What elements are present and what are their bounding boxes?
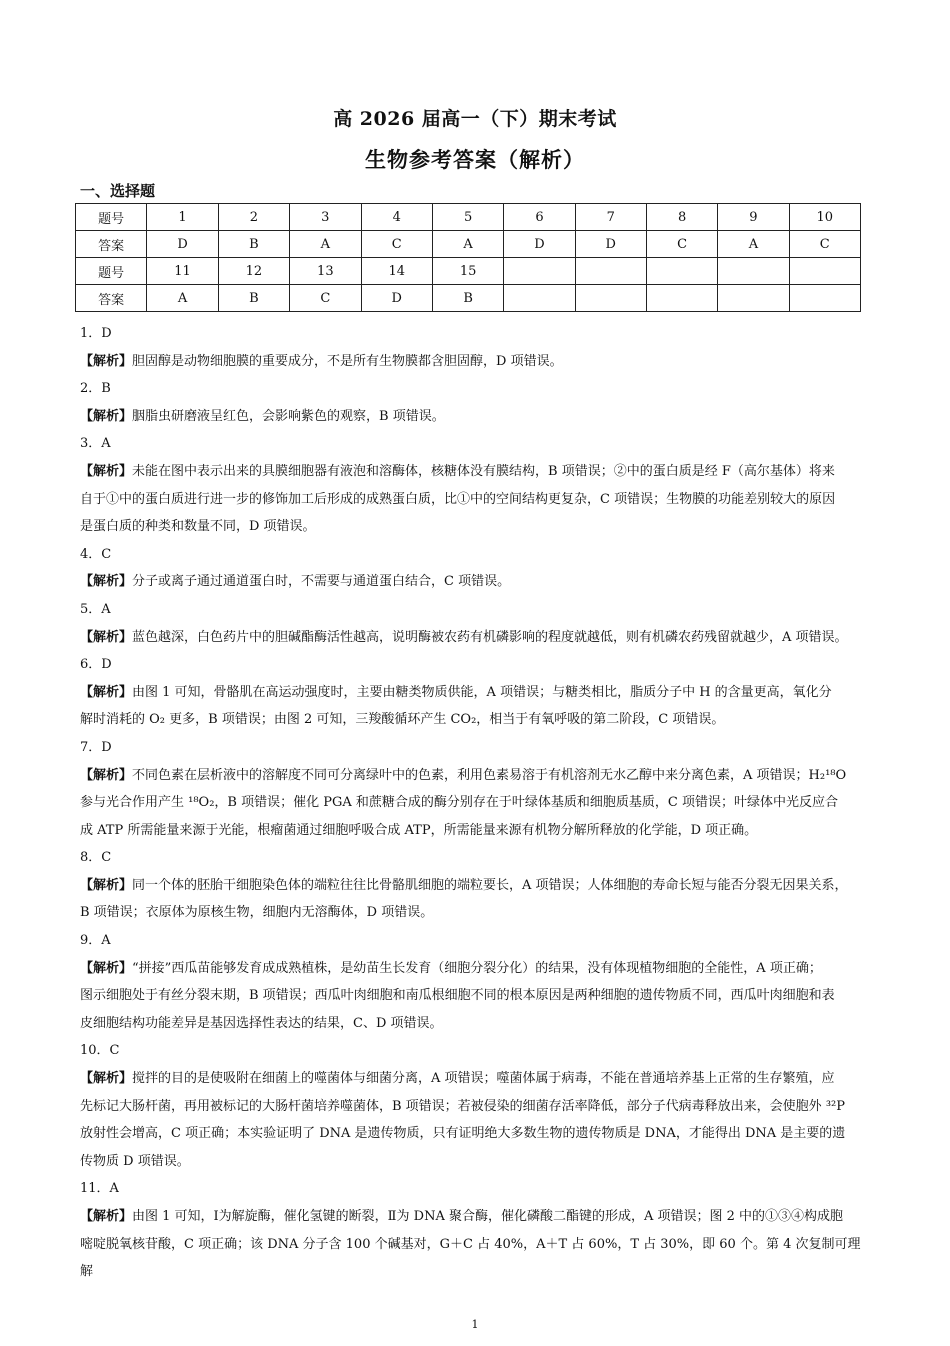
explanation-tag: 【解析】 (80, 767, 133, 783)
section-heading: 一、选择题 (80, 182, 156, 200)
answer-heading: 9．A (80, 933, 111, 949)
answer-heading: 10．C (80, 1043, 120, 1059)
explanation-line (80, 817, 870, 845)
table-cell: 2 (218, 204, 289, 231)
table-cell: C (646, 231, 717, 258)
table-cell: 10 (789, 204, 860, 231)
table-cell: 题号 (76, 204, 147, 231)
explanation-line (80, 872, 870, 900)
table-cell: C (290, 285, 361, 312)
explanation-line (80, 789, 870, 817)
explanation-line (80, 403, 870, 431)
answer-heading: 4．C (80, 546, 112, 562)
table-cell: 13 (290, 258, 361, 285)
explanation-line (80, 513, 870, 541)
explanation-text: 自于①中的蛋白质进行进一步的修饰加工后形成的成熟蛋白质，比①中的空间结构更复杂，C 项错误；生物膜的功能差别较大的原因 (80, 491, 836, 507)
explanation-line (80, 458, 870, 486)
answer-row-2 (76, 285, 861, 312)
table-cell: 14 (361, 258, 432, 285)
explanation-text: 放射性会增高，C 项正确；本实验证明了 DNA 是遗传物质，只有证明绝大多数生物的遗传物质是 DNA，才能得出 DNA 是主要的遗 (80, 1126, 846, 1142)
explanation-line (80, 568, 870, 596)
explanation-line (80, 624, 870, 652)
explanation-line (80, 348, 870, 376)
table-cell: 3 (290, 204, 361, 231)
table-cell (504, 285, 575, 312)
table-cell: 15 (432, 258, 503, 285)
table-cell: D (147, 231, 218, 258)
answer-heading: 2．B (80, 381, 111, 397)
explanation-line (80, 1065, 870, 1093)
table-cell: 1 (147, 204, 218, 231)
explanation-text: 蓝色越深，白色药片中的胆碱酯酶活性越高，说明酶被农药有机磷影响的程度就越低，则有机磷农药残留就越少，A 项错误。 (132, 629, 848, 645)
explanation-tag: 【解析】 (80, 463, 133, 479)
table-cell: A (432, 231, 503, 258)
table-cell: D (361, 285, 432, 312)
table-cell: 答案 (76, 285, 147, 312)
explanation-line (80, 1148, 870, 1176)
question-row-1 (76, 204, 861, 231)
explanation-line (80, 982, 870, 1010)
explanation-text: 胭脂虫研磨液呈红色，会影响紫色的观察，B 项错误。 (132, 408, 445, 424)
explanation-text: 是蛋白质的种类和数量不同，D 项错误。 (80, 519, 316, 535)
explanation-line (80, 486, 870, 514)
answer-heading: 11．A (80, 1181, 119, 1197)
table-cell: 6 (504, 204, 575, 231)
question-row-2 (76, 258, 861, 285)
explanation-text: 搅拌的目的是使吸附在细菌上的噬菌体与细菌分离，A 项错误；噬菌体属于病毒，不能在普通培养基上正常的生存繁殖，应 (132, 1071, 835, 1087)
explanation-text: B 项错误；衣原体为原核生物，细胞内无溶酶体，D 项错误。 (80, 905, 434, 921)
answer-heading: 8．C (80, 850, 112, 866)
table-cell: B (218, 231, 289, 258)
table-cell: 8 (646, 204, 717, 231)
table-cell (504, 258, 575, 285)
explanation-tag: 【解析】 (80, 629, 133, 645)
explanation-line (80, 706, 870, 734)
table-cell: A (147, 285, 218, 312)
explanation-text: “拼接”西瓜苗能够发育成成熟植株，是幼苗生长发育（细胞分裂分化）的结果，没有体现植物细胞的全能性，A 项正确； (132, 960, 822, 976)
table-cell: 7 (575, 204, 646, 231)
explanation-text: 解时消耗的 O₂ 更多，B 项错误；由图 2 可知，三羧酸循环产生 CO₂，相当于有氧呼吸的第二阶段，C 项错误。 (80, 712, 725, 728)
explanation-tag: 【解析】 (80, 1071, 133, 1087)
explanation-text: 嘧啶脱氧核苷酸，C 项正确；该 DNA 分子含 100 个碱基对，G＋C 占 40%，A＋T 占 60%，T 占 30%，即 60 个。第 4 次复制可理解 (80, 1236, 861, 1280)
table-cell: 5 (432, 204, 503, 231)
table-cell: B (432, 285, 503, 312)
answer-subtitle: 生物参考答案（解析） (365, 147, 585, 172)
table-cell: D (504, 231, 575, 258)
explanation-text: 由图 1 可知，Ⅰ为解旋酶，催化氢键的断裂，Ⅱ为 DNA 聚合酶，催化磷酸二酯键的形成，A 项错误；图 2 中的①③④构成胞 (132, 1209, 844, 1224)
explanation-text: 皮细胞结构功能差异是基因选择性表达的结果，C、D 项错误。 (80, 1015, 443, 1031)
answer-table (75, 203, 861, 312)
table-cell: 11 (147, 258, 218, 285)
explanation-list (80, 320, 870, 1286)
table-cell: 题号 (76, 258, 147, 285)
explanation-tag: 【解析】 (80, 353, 133, 369)
table-cell: A (718, 231, 789, 258)
explanation-tag: 【解析】 (80, 684, 133, 700)
explanation-text: 传物质 D 项错误。 (80, 1153, 190, 1169)
explanation-text: 同一个体的胚胎干细胞染色体的端粒往往比骨骼肌细胞的端粒要长，A 项错误；人体细胞的寿命长短与能否分裂无因果关系， (132, 877, 848, 893)
table-cell: B (218, 285, 289, 312)
table-cell (789, 285, 860, 312)
explanation-text: 未能在图中表示出来的具膜细胞器有液泡和溶酶体，核糖体没有膜结构，B 项错误；②中的蛋白质是经 F（高尔基体）将来 (132, 463, 835, 479)
explanation-text: 不同色素在层析液中的溶解度不同可分离绿叶中的色素，利用色素易溶于有机溶剂无水乙醇中来分离色素，A 项错误；H₂¹⁸O (132, 767, 847, 783)
explanation-text: 成 ATP 所需能量来源于光能，根瘤菌通过细胞呼吸合成 ATP，所需能量来源有机物分解所释放的化学能，D 项正确。 (80, 822, 758, 838)
table-cell: A (290, 231, 361, 258)
explanation-text: 分子或离子通过通道蛋白时，不需要与通道蛋白结合，C 项错误。 (132, 574, 511, 590)
table-cell (789, 258, 860, 285)
explanation-text: 先标记大肠杆菌，再用被标记的大肠杆菌培养噬菌体，B 项错误；若被侵染的细菌存活率降低，部分子代病毒释放出来，会使胞外 ³²P (80, 1098, 845, 1114)
table-cell (575, 285, 646, 312)
answer-heading: 3．A (80, 436, 111, 452)
table-cell: 4 (361, 204, 432, 231)
answer-heading: 1．D (80, 326, 112, 341)
page-number: 1 (471, 1318, 479, 1331)
explanation-line (80, 955, 870, 983)
table-cell (575, 258, 646, 285)
explanation-tag: 【解析】 (80, 574, 133, 590)
explanation-text: 参与光合作用产生 ¹⁸O₂，B 项错误；催化 PGA 和蔗糖合成的酶分别存在于叶绿体基质和细胞质基质，C 项错误；叶绿体中光反应合 (80, 795, 838, 811)
table-cell: 12 (218, 258, 289, 285)
explanation-line (80, 679, 870, 707)
explanation-text: 图示细胞处于有丝分裂末期，B 项错误；西瓜叶肉细胞和南瓜根细胞不同的根本原因是两种细胞的遗传物质不同，西瓜叶肉细胞和表 (80, 988, 835, 1004)
explanation-line (80, 1010, 870, 1038)
table-cell: 答案 (76, 231, 147, 258)
explanation-tag: 【解析】 (80, 408, 133, 424)
explanation-text: 由图 1 可知，骨骼肌在高运动强度时，主要由糖类物质供能，A 项错误；与糖类相比，脂质分子中 H 的含量更高，氧化分 (132, 684, 832, 700)
explanation-line (80, 1203, 870, 1231)
answer-row-1 (76, 231, 861, 258)
explanation-tag: 【解析】 (80, 1209, 133, 1224)
answer-heading: 5．A (80, 601, 111, 617)
explanation-line (80, 1120, 870, 1148)
exam-title: 高 2026 届高一（下）期末考试 (333, 108, 617, 130)
table-cell: D (575, 231, 646, 258)
table-cell: C (789, 231, 860, 258)
table-cell (646, 258, 717, 285)
explanation-line (80, 1231, 870, 1286)
table-cell (718, 258, 789, 285)
explanation-line (80, 899, 870, 927)
explanation-line (80, 762, 870, 790)
table-cell (646, 285, 717, 312)
answer-heading: 6．D (80, 657, 112, 673)
explanation-tag: 【解析】 (80, 960, 133, 976)
answer-heading: 7．D (80, 739, 112, 755)
explanation-tag: 【解析】 (80, 877, 133, 893)
table-cell: C (361, 231, 432, 258)
table-cell (718, 285, 789, 312)
explanation-text: 胆固醇是动物细胞膜的重要成分，不是所有生物膜都含胆固醇，D 项错误。 (132, 353, 563, 369)
table-cell: 9 (718, 204, 789, 231)
explanation-line (80, 1093, 870, 1121)
